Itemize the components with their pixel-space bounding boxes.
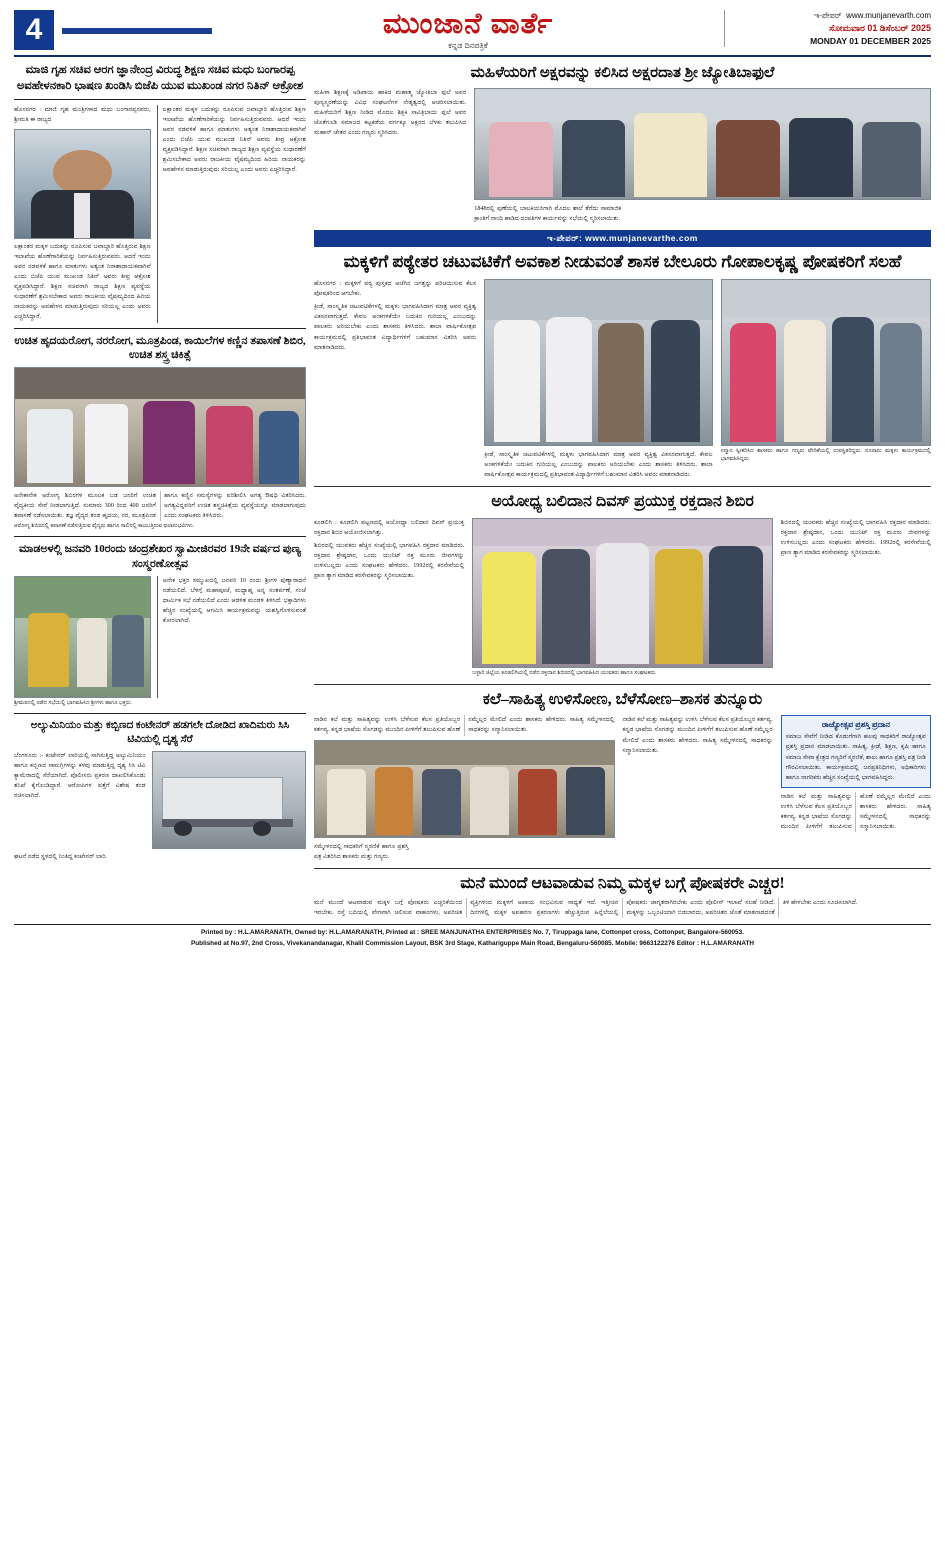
sidebar-body-cont: ನಾಡಿನ ಕಲೆ ಮತ್ತು ಸಾಹಿತ್ಯವನ್ನು ಉಳಿಸಿ ಬೆಳೆಸುವ ಕೆಲಸ ಪ್ರತಿಯೊಬ್ಬರ ಕರ್ತವ್ಯ. ಕನ್ನಡ ಭಾಷೆಯ ಸೊಗಡನ್ನು ಮುಂದಿನ ಪೀಳಿಗೆಗೆ ತಲುಪಿಸುವ ಹೊಣೆ ನಮ್ಮೆಲ್ಲರ ಮೇಲಿದೆ ಎಂದು ಶಾಸಕರು ಹೇಳಿದರು. ಸಾಹಿತ್ಯ ಸಮ್ಮೇಳನದಲ್ಲಿ ಸಾಧಕರನ್ನು ಸನ್ಮಾನಿಸಲಾಯಿತು. (780, 792, 931, 830)
divider (14, 328, 306, 329)
divider (14, 713, 306, 714)
article-body: ನಾಡಿನ ಕಲೆ ಮತ್ತು ಸಾಹಿತ್ಯವನ್ನು ಉಳಿಸಿ ಬೆಳೆಸುವ ಕೆಲಸ ಪ್ರತಿಯೊಬ್ಬರ ಕರ್ತವ್ಯ. ಕನ್ನಡ ಭಾಷೆಯ ಸೊಗಡನ್ನು ಮುಂದಿನ ಪೀಳಿಗೆಗೆ ತಲುಪಿಸುವ ಹೊಣೆ ನಮ್ಮೆಲ್ಲರ ಮೇಲಿದೆ ಎಂದು ಶಾಸಕರು ಹೇಳಿದರು. ಸಾಹಿತ್ಯ ಸಮ್ಮೇಳನದಲ್ಲಿ ಸಾಧಕರನ್ನು ಸನ್ಮಾನಿಸಲಾಯಿತು. (314, 716, 615, 734)
date-english: MONDAY 01 DECEMBER 2025 (810, 35, 931, 46)
article-body-cont: ಲಕ್ಷಾಂತರ ಮಕ್ಕಳ ಬದುಕನ್ನು ರೂಪಿಸುವ ಜವಾಬ್ದಾರಿ ಹೊತ್ತಿರುವ ಶಿಕ್ಷಣ ಇಲಾಖೆಯ ಹೊಣೆಗಾರಿಕೆಯನ್ನು ನಿರ್ವಹಿಸುತ್ತಿರುವವರು. ಆದರೆ ಇಂದು ಅವರ ನಡವಳಿಕೆ ಹಾಗೂ ಮಾತುಗಳು ಅತ್ಯಂತ ನಿರಾಶಾದಾಯಕವಾಗಿವೆ ಎಂದು ಬಿಜೆಪಿ ಯುವ ಮುಖಂಡ ನಿತಿನ್ ಅವರು ತೀವ್ರ ಆಕ್ರೋಶ ವ್ಯಕ್ತಪಡಿಸಿದ್ದಾರೆ. ಶಿಕ್ಷಣ ಸಚಿವರಾಗಿ ರಾಜ್ಯದ ಶಿಕ್ಷಣ ವ್ಯವಸ್ಥೆಯ ಸುಧಾರಣೆಗೆ ಶ್ರಮಿಸಬೇಕಾದ ಅವರು ರಾಜಕೀಯ ವೈಷಮ್ಯದಿಂದ ಹಿರಿಯ ನಾಯಕರನ್ನು ಅವಹೇಳನ ಮಾಡುತ್ತಿರುವುದು ಸರಿಯಲ್ಲ ಎಂದು ಅವರು ಎಚ್ಚರಿಸಿದ್ದಾರೆ. (162, 106, 306, 174)
article-ayodhya-blood-camp (314, 491, 931, 677)
article-lead: ಮಹಿಳಾ ಶಿಕ್ಷಣಕ್ಕೆ ಅಡಿಪಾಯ ಹಾಕಿದ ಮಹಾತ್ಮ ಜ್ಯೋತಿಬಾ ಫುಲೆ ಅವರ ಪುಣ್ಯಸ್ಮರಣೆಯನ್ನು ವಿವಿಧ ಸಂಘಟನೆಗಳ ನೇತೃತ್ವದಲ್ಲಿ ಆಚರಿಸಲಾಯಿತು. ಮಹಿಳೆಯರಿಗೆ ಶಿಕ್ಷಣ ನೀಡಿದ ಮೊದಲ ಶಿಕ್ಷಕಿ ಸಾವಿತ್ರಿಬಾಯಿ ಫುಲೆ ಅವರ ಜೊತೆಗೂಡಿ ಸಮಾಜದ ಕಟ್ಟಕಡೆಯ ವರ್ಗಕ್ಕೂ ಅಕ್ಷರದ ಬೆಳಕು ತಲುಪಿಸಿದ ಮಹಾನ್ ಚೇತನ ಎಂದು ಗಣ್ಯರು ಸ್ಮರಿಸಿದರು. (314, 89, 467, 137)
article-headline: ಮಾಡಅಳಲ್ಲಿ ಜನವರಿ 10ರಂದು ಚಂದ್ರಶೇಖರ ಸ್ವಾಮೀಜಿರವರ 19ನೇ ವರ್ಷದ ಪುಣ್ಯ ಸಂಸ್ಮರಣೋತ್ಸವ (18, 543, 302, 570)
divider (14, 99, 306, 100)
article-headline: ಕಲೆ–ಸಾಹಿತ್ಯ ಉಳಿಸೋಣ, ಬೆಳೆಸೋಣ–ಶಾಸಕ ತುನ್ನೂರು (482, 690, 763, 708)
article-caption-body: ಕ್ರೀಡೆ, ಸಾಂಸ್ಕೃತಿಕ ಚಟುವಟಿಕೆಗಳಲ್ಲಿ ಮಕ್ಕಳು ಭಾಗವಹಿಸಿದಾಗ ಮಾತ್ರ ಅವರ ವ್ಯಕ್ತಿತ್ವ ವಿಕಸನವಾಗುತ್ತದೆ. ಕೇವಲ ಅಂಕಗಳಿಕೆಯೇ ಬದುಕಿನ ಗುರಿಯಲ್ಲ ಎಂಬುದನ್ನು ಪಾಲಕರು ಅರಿಯಬೇಕು ಎಂದು ಶಾಸಕರು ತಿಳಿಸಿದರು. ಶಾಲಾ ವಾರ್ಷಿಕೋತ್ಸವ ಕಾರ್ಯಕ್ರಮದಲ್ಲಿ ಪ್ರತಿಭಾವಂತ ವಿದ್ಯಾರ್ಥಿಗಳಿಗೆ ಬಹುಮಾನ ವಿತರಿಸಿ ಅವರು ಮಾತನಾಡಿದರು. (484, 451, 713, 479)
article-headline: ಮಾಜಿ ಗೃಹ ಸಚಿವ ಆರಗ ಜ್ಞಾನೇಂದ್ರ ವಿರುದ್ಧ ಶಿಕ್ಷಣ ಸಚಿವ ಮಧು ಬಂಗಾರಪ್ಪ ಅವಹೇಳನಕಾರಿ ಭಾಷಣ ಖಂಡಿಸಿ ಬಿಜೆಪಿ ಯುವ ಮುಖಂಡ ನಗರ ನಿತಿನ್ ಆಕ್ರೋಶ (16, 64, 304, 92)
article-photo-sahitya (314, 740, 615, 838)
article-headline: ಮಕ್ಕಳಿಗೆ ಪಠ್ಯೇತರ ಚಟುವಟಿಕೆಗೆ ಅವಕಾಶ ನೀಡುವಂತೆ ಶಾಸಕ ಬೇಲೂರು ಗೋಪಾಲಕೃಷ್ಣ ಪೋಷಕರಿಗೆ ಸಲಹೆ (343, 252, 902, 272)
paper-title: ಮುಂಜಾನೆ ವಾರ್ತೆ (382, 8, 554, 40)
article-health-camp (14, 334, 306, 532)
article-body: ಕ್ರೀಡೆ, ಸಾಂಸ್ಕೃತಿಕ ಚಟುವಟಿಕೆಗಳಲ್ಲಿ ಮಕ್ಕಳು ಭಾಗವಹಿಸಿದಾಗ ಮಾತ್ರ ಅವರ ವ್ಯಕ್ತಿತ್ವ ವಿಕಸನವಾಗುತ್ತದೆ. ಕೇವಲ ಅಂಕಗಳಿಕೆಯೇ ಬದುಕಿನ ಗುರಿಯಲ್ಲ ಎಂಬುದನ್ನು ಪಾಲಕರು ಅರಿಯಬೇಕು ಎಂದು ಶಾಸಕರು ತಿಳಿಸಿದರು. ಶಾಲಾ ವಾರ್ಷಿಕೋತ್ಸವ ಕಾರ್ಯಕ್ರಮದಲ್ಲಿ ಪ್ರತಿಭಾವಂತ ವಿದ್ಯಾರ್ಥಿಗಳಿಗೆ ಬಹುಮಾನ ವಿತರಿಸಿ ಅವರು ಮಾತನಾಡಿದರು. (314, 303, 477, 351)
right-column (314, 63, 931, 918)
article-photo-function-1 (484, 279, 712, 446)
article-photo-portrait (14, 129, 151, 239)
article-container-theft (14, 719, 306, 862)
article-photo-camp (14, 367, 306, 487)
sidebar-award-box (781, 715, 931, 787)
sidebar-body: ಸಮಾಜ ಸೇವೆಗೆ ನೀಡಿದ ಕೊಡುಗೆಗಾಗಿ ಹಲವು ಸಾಧಕರಿಗೆ ರಾಜ್ಯೋತ್ಸವ ಪ್ರಶಸ್ತಿ ಪ್ರದಾನ ಮಾಡಲಾಯಿತು. ಸಾಹಿತ್ಯ, ಕ್ರೀಡೆ, ಶಿಕ್ಷಣ, ಕೃಷಿ ಹಾಗೂ ಸಮಾಜ ಸೇವಾ ಕ್ಷೇತ್ರದ ಗಣ್ಯರಿಗೆ ಸ್ಮರಣಿಕೆ, ಶಾಲು ಹಾಗೂ ಪ್ರಶಸ್ತಿ ಪತ್ರ ನೀಡಿ ಗೌರವಿಸಲಾಯಿತು. ಕಾರ್ಯಕ್ರಮದಲ್ಲಿ ಜನಪ್ರತಿನಿಧಿಗಳು, ಅಧಿಕಾರಿಗಳು ಹಾಗೂ ನಾಗರಿಕರು ಹೆಚ್ಚಿನ ಸಂಖ್ಯೆಯಲ್ಲಿ ಭಾಗವಹಿಸಿದ್ದರು. (785, 733, 926, 781)
divider (314, 684, 931, 685)
photo-caption: ಬಳ್ಳಾರಿ ಜಿಲ್ಲೆಯ ಕೂಡಲಿಗಿಯಲ್ಲಿ ನಡೆದ ರಕ್ತದಾನ ಶಿಬಿರದಲ್ಲಿ ಭಾಗವಹಿಸಿದ ಯುವಕರು ಹಾಗೂ ಸಂಘಟಕರು. (472, 670, 657, 677)
photo-caption: ಆರೋಗ್ಯ ಶಿಬಿರದಲ್ಲಿ ತಪಾಸಣೆ ನಡೆಸುತ್ತಿರುವ ವೈದ್ಯರು ಹಾಗೂ ಸಾಲಿನಲ್ಲಿ ಕಾಯುತ್ತಿರುವ ಫಲಾನುಭವಿಗಳು. (14, 523, 195, 530)
article-headline: ಅಯೋಧ್ಯ ಬಲಿದಾನ ದಿವಸ್ ಪ್ರಯುಕ್ತ ರಕ್ತದಾನ ಶಿಬಿರ (491, 493, 754, 511)
article-body: ಬೆಂಗಳೂರು :- ಕಂಟೇನರ್ ಲಾರಿಯಲ್ಲಿ ಸಾಗಿಸುತ್ತಿದ್ದ ಅಲ್ಯುಮಿನಿಯಂ ಹಾಗೂ ಕಬ್ಬಿಣದ ಸಾಮಗ್ರಿಗಳನ್ನು ಕಳವು ಮಾಡುತ್ತಿದ್ದ ದೃಶ್ಯ ಸಿಸಿ ಟಿವಿ ಕ್ಯಾಮೆರಾದಲ್ಲಿ ಸೆರೆಯಾಗಿದೆ. ಪೊಲೀಸರು ಪ್ರಕರಣ ದಾಖಲಿಸಿಕೊಂಡು ತನಿಖೆ ಕೈಗೊಂಡಿದ್ದಾರೆ. ಆರೋಪಿಗಳ ಪತ್ತೆಗೆ ವಿಶೇಷ ತಂಡ ರಚಿಸಲಾಗಿದೆ. (14, 752, 146, 800)
article-parents-warning (314, 873, 931, 919)
article-photo-group (474, 88, 931, 200)
website-url[interactable]: www.munjanevarth.com (846, 11, 931, 20)
article-arga-gnanendra (14, 63, 306, 323)
article-body: ಅನೇಕಾನೇಕ ಅರೋಗ್ಯ ಶಿಬಿರಗಳ ಮೂಲಕ ಬಡ ಜನರಿಗೆ ಉಚಿತ ವೈದ್ಯಕೀಯ ಸೇವೆ ನೀಡಲಾಗುತ್ತಿದೆ. ಸುಮಾರು 300 ರಿಂದ 400 ಜನರಿಗೆ ತಪಾಸಣೆ ನಡೆಸಲಾಯಿತು. ತಜ್ಞ ವೈದ್ಯರ ತಂಡ ಹೃದಯ, ನರ, ಮೂತ್ರಪಿಂಡ ಹಾಗೂ ಕಣ್ಣಿನ ಸಮಸ್ಯೆಗಳನ್ನು ಪರಿಶೀಲಿಸಿ ಅಗತ್ಯ ಔಷಧಿ ವಿತರಿಸಿದರು. ಅಗತ್ಯವಿದ್ದವರಿಗೆ ಉಚಿತ ಶಸ್ತ್ರಚಿಕಿತ್ಸೆಯ ವ್ಯವಸ್ಥೆಯನ್ನೂ ಮಾಡಲಾಗುವುದು ಎಂದು ಸಂಘಟಕರು ತಿಳಿಸಿದರು. (14, 492, 306, 520)
divider (14, 536, 306, 537)
article-headline: ಮಹಿಳೆಯರಿಗೆ ಅಕ್ಷರವನ್ನು ಕಲಿಸಿದ ಅಕ್ಷರದಾತ ಶ್ರೀ ಜ್ಯೋತಿಬಾಫುಲೆ (470, 65, 775, 81)
article-dateline: ಹೊಸನಗರ : ಮಕ್ಕಳಿಗೆ ಪಠ್ಯ ಪುಸ್ತಕದ ಆಚೆಗಿನ ಜಗತ್ತನ್ನು ಪರಿಚಯಿಸುವ ಕೆಲಸ ಪೋಷಕರಿಂದ ಆಗಬೇಕು. (314, 280, 477, 298)
date-kannada: ಸೋಮವಾರ 01 ಡಿಸೆಂಬರ್ 2025 (829, 22, 931, 33)
masthead (14, 10, 931, 57)
article-body-cont: ಸಮ್ಮೇಳನದಲ್ಲಿ ಸಾಧಕರಿಗೆ ಸ್ಮರಣಿಕೆ ಹಾಗೂ ಪ್ರಶಸ್ತಿ ಪತ್ರ ವಿತರಿಸಿದ ಶಾಸಕರು ಮತ್ತು ಗಣ್ಯರು. (314, 842, 409, 860)
masthead-meta (724, 10, 931, 47)
article-headline: ಉಚಿತ ಹೃದಯರೋಗ, ನರರೋಗ, ಮೂತ್ರಪಿಂಡ, ಕಾಯಿಲೆಗಳ ಕಣ್ಣಿನ ತಪಾಸಣೆ ಶಿಬಿರ, ಉಚಿತ ಶಸ್ತ್ರ ಚಿಕಿತ್ಸೆ (14, 334, 306, 362)
article-photo-blood-camp (472, 518, 773, 668)
article-body: ಲಕ್ಷಾಂತರ ಮಕ್ಕಳ ಬದುಕನ್ನು ರೂಪಿಸುವ ಜವಾಬ್ದಾರಿ ಹೊತ್ತಿರುವ ಶಿಕ್ಷಣ ಇಲಾಖೆಯ ಹೊಣೆಗಾರಿಕೆಯನ್ನು ನಿರ್ವಹಿಸುತ್ತಿರುವವರು. ಆದರೆ ಇಂದು ಅವರ ನಡವಳಿಕೆ ಹಾಗೂ ಮಾತುಗಳು ಅತ್ಯಂತ ನಿರಾಶಾದಾಯಕವಾಗಿವೆ ಎಂದು ಬಿಜೆಪಿ ಯುವ ಮುಖಂಡ ನಿತಿನ್ ಅವರು ತೀವ್ರ ಆಕ್ರೋಶ ವ್ಯಕ್ತಪಡಿಸಿದ್ದಾರೆ. ಶಿಕ್ಷಣ ಸಚಿವರಾಗಿ ರಾಜ್ಯದ ಶಿಕ್ಷಣ ವ್ಯವಸ್ಥೆಯ ಸುಧಾರಣೆಗೆ ಶ್ರಮಿಸಬೇಕಾದ ಅವರು ರಾಜಕೀಯ ವೈಷಮ್ಯದಿಂದ ಹಿರಿಯ ನಾಯಕರನ್ನು ಅವಹೇಳನ ಮಾಡುತ್ತಿರುವುದು ಸರಿಯಲ್ಲ ಎಂದು ಅವರು ಎಚ್ಚರಿಸಿದ್ದಾರೆ. (14, 243, 151, 321)
footer-line-1: Printed by : H.L.AMARANATH, Owned by: H.L.AMARANATH, Printed at : SREE MANJUNATHA ENTERPRISES No. 7, Tiruppaga lane, Cottonpet cross, Cottonpet, Bangalore-560053. (201, 929, 744, 937)
divider (314, 486, 931, 487)
footer-line-2: Published at No.97, 2nd Cross, Vivekanandanagar, Khalil Commission Layout, BSK 3rd Stage, Kathariguppe Main Road, Bengaluru-560085. Mobile: 9663122276 Editor : H.L.AMARANATH (191, 939, 754, 947)
article-photo-truck (152, 751, 306, 849)
left-column (14, 63, 306, 918)
article-body-cont: ಶಿಬಿರದಲ್ಲಿ ಯುವಕರು ಹೆಚ್ಚಿನ ಸಂಖ್ಯೆಯಲ್ಲಿ ಭಾಗವಹಿಸಿ ರಕ್ತದಾನ ಮಾಡಿದರು. ರಕ್ತದಾನ ಶ್ರೇಷ್ಠದಾನ, ಒಂದು ಯುನಿಟ್ ರಕ್ತ ಮೂರು ಜೀವಗಳನ್ನು ಉಳಿಸಬಲ್ಲದು ಎಂದು ಸಂಘಟಕರು ಹೇಳಿದರು. 1992ರಲ್ಲಿ ಕರಸೇವೆಯಲ್ಲಿ ಪ್ರಾಣ ತ್ಯಾಗ ಮಾಡಿದ ಕರಸೇವಕರನ್ನು ಸ್ಮರಿಸಲಾಯಿತು. (780, 519, 931, 557)
article-dateline: ಕೂಡಲಿಗಿ : ಕೂಡಲಿಗಿ ಪಟ್ಟಣದಲ್ಲಿ ಅಯೋಧ್ಯಾ ಬಲಿದಾನ ದಿವಸ್ ಪ್ರಯುಕ್ತ ರಕ್ತದಾನ ಶಿಬಿರ ಆಯೋಜಿಸಲಾಗಿತ್ತು. (314, 519, 465, 537)
page-footer (14, 924, 931, 949)
divider (314, 868, 931, 869)
paper-subtitle: ಕನ್ನಡ ದಿನಪತ್ರಿಕೆ (448, 41, 488, 50)
masthead-title-block (212, 10, 724, 51)
article-photo-math (14, 576, 151, 698)
article-body-cont: ಘಟನೆ ನಡೆದ ಸ್ಥಳದಲ್ಲಿ ನಿಂತಿದ್ದ ಕಂಟೇನರ್ ಲಾರಿ. (14, 853, 108, 861)
photo-caption: ಶ್ರೀಮಠದಲ್ಲಿ ನಡೆದ ಸಭೆಯಲ್ಲಿ ಭಾಗವಹಿಸಿದ ಶ್ರೀಗಳು ಹಾಗೂ ಭಕ್ತರು. (14, 699, 133, 706)
page-number: 4 (14, 10, 54, 50)
article-body: ಶಿಬಿರದಲ್ಲಿ ಯುವಕರು ಹೆಚ್ಚಿನ ಸಂಖ್ಯೆಯಲ್ಲಿ ಭಾಗವಹಿಸಿ ರಕ್ತದಾನ ಮಾಡಿದರು. ರಕ್ತದಾನ ಶ್ರೇಷ್ಠದಾನ, ಒಂದು ಯುನಿಟ್ ರಕ್ತ ಮೂರು ಜೀವಗಳನ್ನು ಉಳಿಸಬಲ್ಲದು ಎಂದು ಸಂಘಟಕರು ಹೇಳಿದರು. 1992ರಲ್ಲಿ ಕರಸೇವೆಯಲ್ಲಿ ಪ್ರಾಣ ತ್ಯಾಗ ಮಾಡಿದ ಕರಸೇವಕರನ್ನು ಸ್ಮರಿಸಲಾಯಿತು. (314, 542, 465, 580)
article-photo-function-2 (721, 279, 931, 446)
article-headline: ಅಲ್ಯುಮಿನಿಯಂ ಮತ್ತು ಕಬ್ಬಿಣದ ಕಂಟೇನರ್ ಹಡಗಲೇ ದೋಡಿದ ಖಾದಿಮರು ಸಿಸಿ ಟಿವಿಯಲ್ಲಿ ದೃಶ್ಯ ಸೆರೆ (30, 719, 290, 745)
article-headline: ಮನೆ ಮುಂದೆ ಆಟವಾಡುವ ನಿಮ್ಮ ಮಕ್ಕಳ ಬಗ್ಗೆ ಪೋಷಕರೇ ಎಚ್ಚರ! (460, 874, 785, 892)
epaper-label: ಇ-ಪೇಪರ್ (814, 11, 842, 20)
epaper-banner[interactable]: ಇ-ಪೇಪರ್: www.munjanevarthe.com (314, 230, 931, 247)
masthead-website (731, 10, 931, 22)
masthead-rule (62, 28, 212, 34)
article-swamiji-punyasmarane (14, 542, 306, 708)
article-body: ಅನೇಕ ಭಕ್ತರ ಸಮ್ಮುಖದಲ್ಲಿ ಜನವರಿ 10 ರಂದು ಶ್ರೀಗಳ ಪುಣ್ಯಾರಾಧನೆ ನಡೆಯಲಿದೆ. ಬೆಳಿಗ್ಗೆ ಮಹಾಪೂಜೆ, ಮಧ್ಯಾಹ್ನ ಅನ್ನ ಸಂತರ್ಪಣೆ, ಸಂಜೆ ಧಾರ್ಮಿಕ ಸಭೆ ನಡೆಯಲಿದೆ ಎಂದು ಆಡಳಿತ ಮಂಡಳಿ ತಿಳಿಸಿದೆ. ಭಕ್ತಾದಿಗಳು ಹೆಚ್ಚಿನ ಸಂಖ್ಯೆಯಲ್ಲಿ ಆಗಮಿಸಿ ಕಾರ್ಯಕ್ರಮವನ್ನು ಯಶಸ್ವಿಗೊಳಿಸುವಂತೆ ಕೋರಲಾಗಿದೆ. (162, 576, 306, 625)
article-mla-gopalakrishna (314, 251, 931, 480)
article-dateline: ಹೊಸನಗರ : ಮಾಜಿ ಗೃಹ ಮಂತ್ರಿಗಳಾದ ಮಧು ಬಂಗಾರಪ್ಪನವರು, ಶ್ರೀಮತಿ ಈ ರಾಜ್ಯದ (14, 106, 151, 124)
article-jyotiba-phule (314, 63, 931, 224)
main-grid (14, 63, 931, 918)
article-body: ಮನೆ ಮುಂದೆ ಆಟವಾಡುವ ಮಕ್ಕಳ ಬಗ್ಗೆ ಪೋಷಕರು ಎಚ್ಚರಿಕೆಯಿಂದ ಇರಬೇಕು. ರಸ್ತೆ ಬದಿಯಲ್ಲಿ ವೇಗವಾಗಿ ಚಲಿಸುವ ವಾಹನಗಳು, ಅಪರಿಚಿತ ವ್ಯಕ್ತಿಗಳಿಂದ ಮಕ್ಕಳಿಗೆ ಅಪಾಯ ಸಂಭವಿಸುವ ಸಾಧ್ಯತೆ ಇದೆ. ಇತ್ತೀಚಿನ ದಿನಗಳಲ್ಲಿ ಮಕ್ಕಳ ಅಪಹರಣ ಪ್ರಕರಣಗಳು ಹೆಚ್ಚುತ್ತಿರುವ ಹಿನ್ನೆಲೆಯಲ್ಲಿ ಪೋಷಕರು ಜಾಗೃತರಾಗಿರಬೇಕು ಎಂದು ಪೊಲೀಸ್ ಇಲಾಖೆ ಸಲಹೆ ನೀಡಿದೆ. ಮಕ್ಕಳನ್ನು ಒಬ್ಬಂಟಿಯಾಗಿ ಬಿಡಬಾರದು, ಅಪರಿಚಿತರ ಜೊತೆ ಮಾತನಾಡದಂತೆ ತಿಳಿ ಹೇಳಬೇಕು ಎಂದು ಸೂಚಿಸಲಾಗಿದೆ. (314, 899, 858, 917)
photo-caption: ಸನ್ಮಾನ ಸ್ವೀಕರಿಸಿದ ಶಾಸಕರು ಹಾಗೂ ಗಣ್ಯರು ವೇದಿಕೆಯಲ್ಲಿ ಉಪಸ್ಥಿತರಿದ್ದರು. ನೂರಾರು ಮಕ್ಕಳು ಕಾರ್ಯಕ್ರಮದಲ್ಲಿ ಭಾಗವಹಿಸಿದ್ದರು. (720, 448, 931, 463)
sidebar-title: ರಾಜ್ಯೋತ್ಸವ ಪ್ರಶಸ್ತಿ ಪ್ರದಾನ (821, 720, 890, 730)
article-kale-sahitya (314, 689, 931, 862)
article-body: 1848ರಲ್ಲಿ ಪುಣೆಯಲ್ಲಿ ಬಾಲಕಿಯರಿಗಾಗಿ ಮೊದಲ ಶಾಲೆ ತೆರೆದು ಸಾಮಾಜಿಕ ಕ್ರಾಂತಿಗೆ ನಾಂದಿ ಹಾಡಿದ ದಂಪತಿಗಳ ಕಾರ್ಯವನ್ನು ಸಭೆಯಲ್ಲಿ ಸ್ಮರಿಸಲಾಯಿತು. (474, 205, 622, 223)
article-body-col3: ನಾಡಿನ ಕಲೆ ಮತ್ತು ಸಾಹಿತ್ಯವನ್ನು ಉಳಿಸಿ ಬೆಳೆಸುವ ಕೆಲಸ ಪ್ರತಿಯೊಬ್ಬರ ಕರ್ತವ್ಯ. ಕನ್ನಡ ಭಾಷೆಯ ಸೊಗಡನ್ನು ಮುಂದಿನ ಪೀಳಿಗೆಗೆ ತಲುಪಿಸುವ ಹೊಣೆ ನಮ್ಮೆಲ್ಲರ ಮೇಲಿದೆ ಎಂದು ಶಾಸಕರು ಹೇಳಿದರು. ಸಾಹಿತ್ಯ ಸಮ್ಮೇಳನದಲ್ಲಿ ಸಾಧಕರನ್ನು ಸನ್ಮಾನಿಸಲಾಯಿತು. (622, 716, 773, 754)
